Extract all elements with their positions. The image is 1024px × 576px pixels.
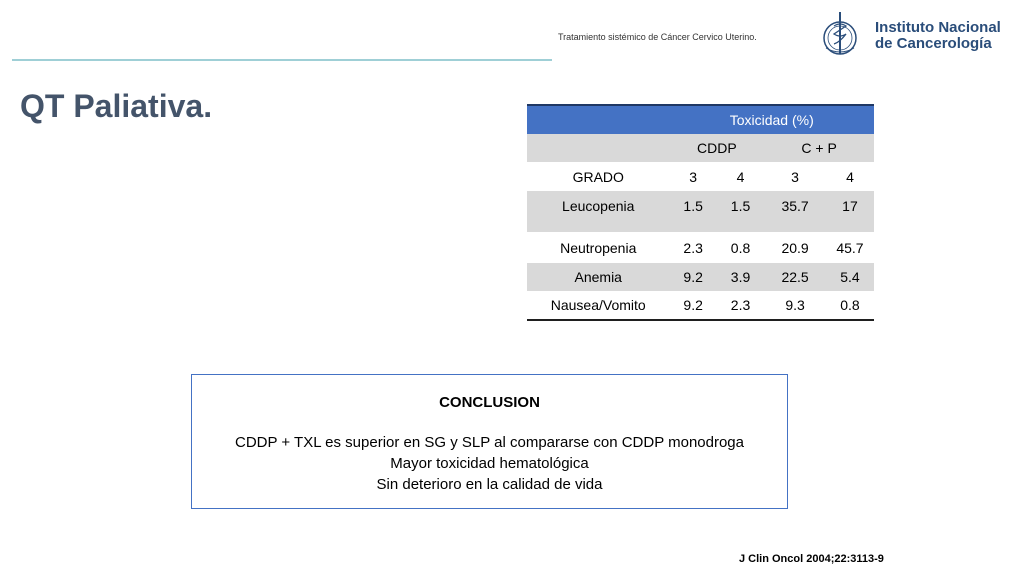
table-cell: 1.5 — [717, 191, 764, 220]
table-cell: 20.9 — [764, 232, 826, 263]
institute-name — [875, 20, 1001, 52]
toxicity-table — [527, 104, 874, 321]
table-cell: 22.5 — [764, 263, 826, 291]
row-label: Anemia — [527, 263, 669, 291]
table-cell: 2.3 — [717, 291, 764, 320]
table-cell: 1.5 — [669, 191, 716, 220]
table-spacer — [527, 220, 874, 232]
table-row — [527, 232, 874, 263]
grade-label: GRADO — [527, 162, 669, 191]
header-subtitle: Tratamiento sistémico de Cáncer Cervico Uterino. — [558, 32, 757, 42]
conclusion-line: Sin deterioro en la calidad de vida — [376, 476, 603, 493]
header-divider — [12, 59, 552, 61]
table-row — [527, 191, 874, 220]
row-label: Leucopenia — [527, 191, 669, 220]
page-title: QT Paliativa. — [20, 88, 213, 124]
table-cell: 0.8 — [826, 291, 874, 320]
conclusion-line: Mayor toxicidad hematológica — [390, 455, 589, 472]
table-cell: 35.7 — [764, 191, 826, 220]
grade-cell: 4 — [717, 162, 764, 191]
table-title: Toxicidad (%) — [669, 105, 874, 134]
table-row — [527, 263, 874, 291]
table-cell: 9.3 — [764, 291, 826, 320]
conclusion-box — [191, 374, 788, 509]
table-cell — [527, 134, 669, 162]
grade-cell: 4 — [826, 162, 874, 191]
citation: J Clin Oncol 2004;22:3113-9 — [739, 553, 884, 565]
table-cell: 9.2 — [669, 291, 716, 320]
conclusion-line: CDDP + TXL es superior en SG y SLP al compararse con CDDP monodroga — [235, 434, 744, 451]
table-cell: 17 — [826, 191, 874, 220]
institute-name-line1: Instituto Nacional — [875, 19, 1001, 36]
table-cell: 3.9 — [717, 263, 764, 291]
table-cell: 0.8 — [717, 232, 764, 263]
institute-name-line2: de Cancerología — [875, 35, 992, 52]
grade-cell: 3 — [764, 162, 826, 191]
table-cell: 2.3 — [669, 232, 716, 263]
table-cell: 9.2 — [669, 263, 716, 291]
table-row — [527, 291, 874, 320]
grade-cell: 3 — [669, 162, 716, 191]
table-cell: 5.4 — [826, 263, 874, 291]
group-header-cp: C + P — [764, 134, 874, 162]
institute-logo-icon — [820, 10, 860, 58]
conclusion-title: CONCLUSION — [439, 394, 540, 411]
row-label: Neutropenia — [527, 232, 669, 263]
group-header-cddp: CDDP — [669, 134, 764, 162]
table-cell: 45.7 — [826, 232, 874, 263]
table-corner — [527, 105, 669, 134]
row-label: Nausea/Vomito — [527, 291, 669, 320]
